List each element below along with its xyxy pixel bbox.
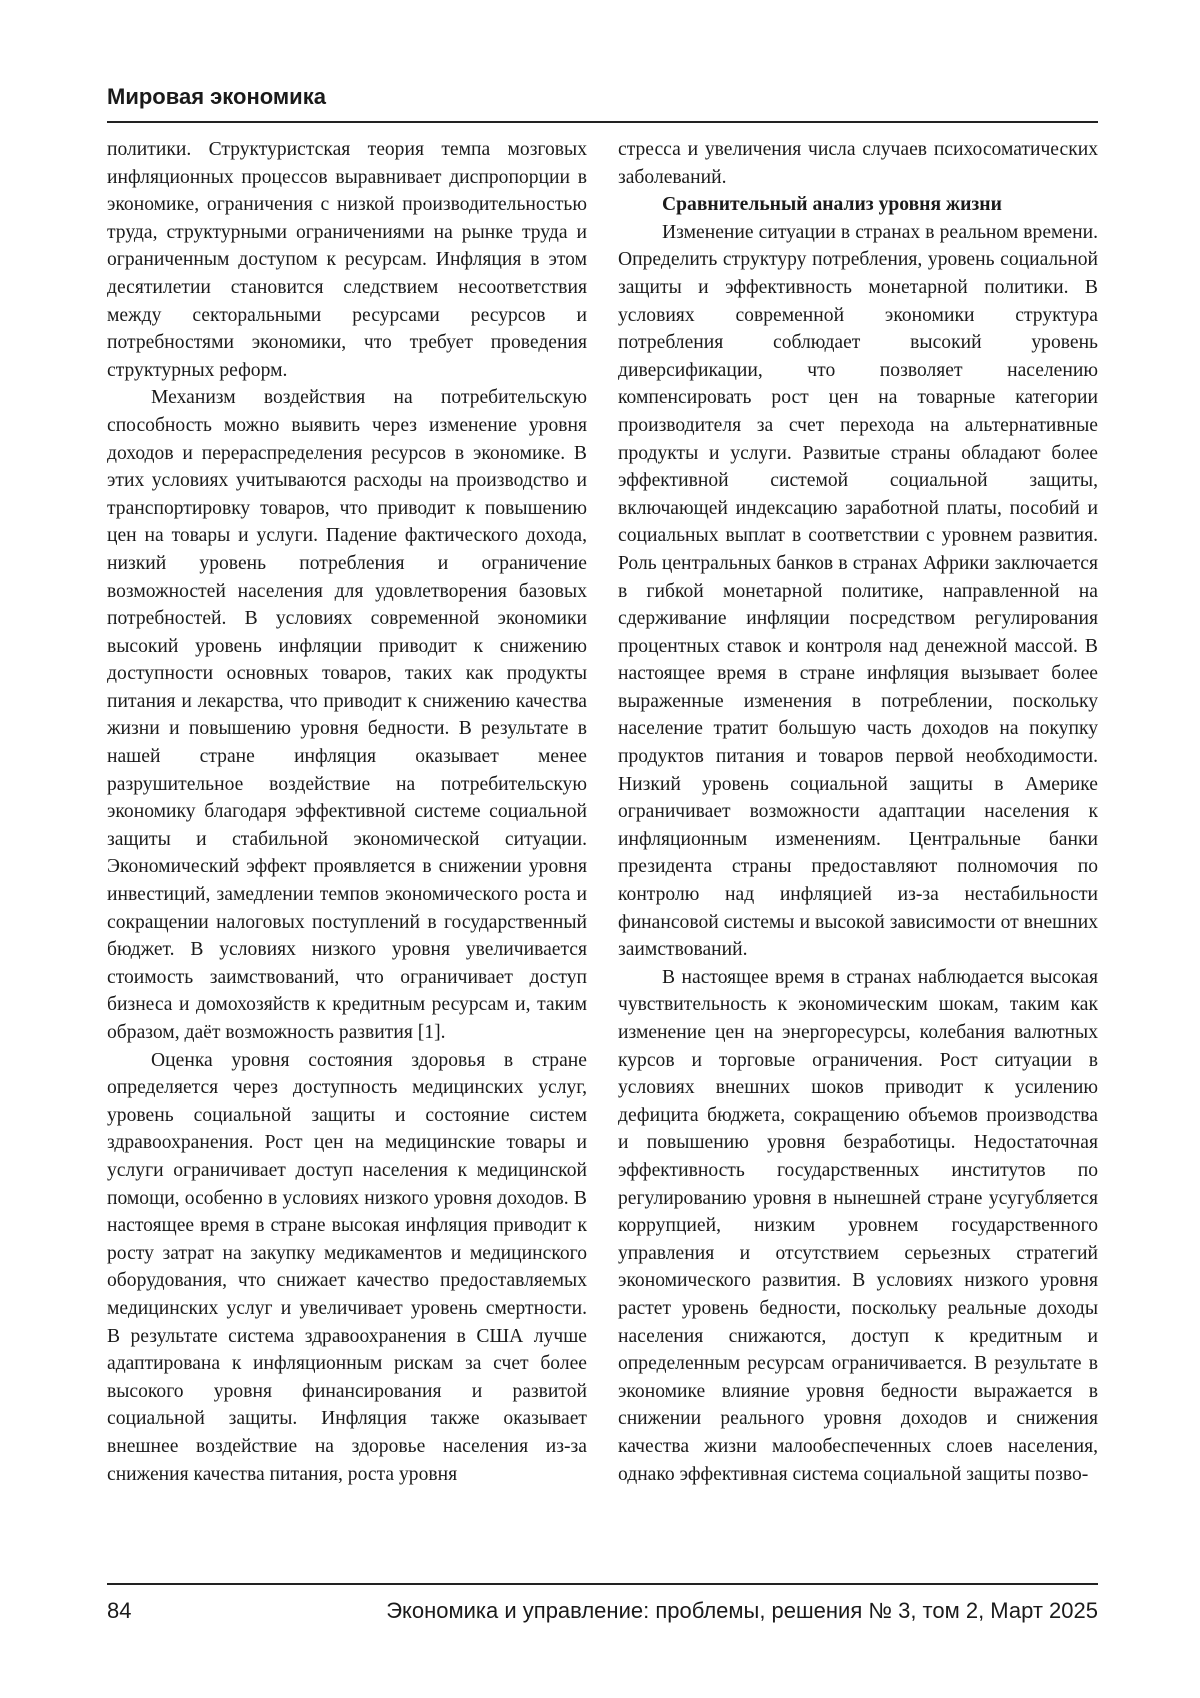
body-paragraph: Изменение ситуации в странах в реальном времени. Определить структуру потребления, уровень социальной защиты и эффективность монетарной политики. В условиях современной экономики структура потребления соблюдает высокий уровень диверсификации, что позволяет населению компенсировать рост цен на товарные категории производителя за счет перехода на альтернативные продукты и услуги. Развитые страны обладают более эффективной системой социальной защиты, включающей индексацию заработной платы, пособий и социальных выплат в соответствии с уровнем развития. Роль центральных банков в странах Африки заключается в гибкой монетарной политике, направленной на сдерживание инфляции посредством регулирования процентных ставок и контроля над денежной массой. В настоящее время в стране инфляция вызывает более выраженные изменения в потреблении, поскольку население тратит большую часть доходов на покупку продуктов питания и товаров первой необходимости. Низкий уровень социальной защиты в Америке ограничивает возможности адаптации населения к инфляционным изменениям. Центральные банки президента страны предоставляют полномочия по контролю над инфляцией из-за нестабильности финансовой системы и высокой зависимости от внешних заимствований.: [618, 219, 1098, 964]
body-paragraph: Механизм воздействия на потребительскую способность можно выявить через изменение уровня доходов и перераспределения ресурсов в экономике. В этих условиях учитываются расходы на производство и транспортировку товаров, что приводит к повышению цен на товары и услуги. Падение фактического дохода, низкий уровень потребления и ограничение возможностей населения для удовлетворения базовых потребностей. В условиях современной экономики высокий уровень инфляции приводит к снижению доступности основных товаров, таких как продукты питания и лекарства, что приводит к снижению качества жизни и повышению уровня бедности. В результате в нашей стране инфляция оказывает менее разрушительное воздействие на потребительскую экономику благодаря эффективной системе социальной защиты и стабильной экономической ситуации. Экономический эффект проявляется в снижении уровня инвестиций, замедлении темпов экономического роста и сокращении налоговых поступлений в государственный бюджет. В условиях низкого уровня увеличивается стоимость заимствований, что ограничивает доступ бизнеса и домохозяйств к кредитным ресурсам и, таким образом, даёт возможность развития [1].: [107, 384, 587, 1046]
body-paragraph: В настоящее время в странах наблюдается высокая чувствительность к экономическим шокам, таким как изменение цен на энергоресурсы, колебания валютных курсов и торговые ограничения. Рост ситуации в условиях внешних шоков приводит к усилению дефицита бюджета, сокращению объемов производства и повышению уровня безработицы. Недостаточная эффективность государственных институтов по регулированию уровня в нынешней стране усугубляется коррупцией, низким уровнем государственного управления и отсутствием серьезных стратегий экономического развития. В условиях низкого уровня растет уровень бедности, поскольку реальные доходы населения снижаются, доступ к кредитным и определенным ресурсам ограничивается. В результате в экономике влияние уровня бедности выражается в снижении реального уровня доходов и снижения качества жизни малообеспеченных слоев населения, однако эффективная система социальной защиты позво-: [618, 964, 1098, 1488]
section-subheading: Сравнительный анализ уровня жизни: [618, 191, 1098, 219]
section-title: Мировая экономика: [107, 84, 326, 110]
header-divider: [107, 121, 1098, 123]
right-column: [618, 136, 1098, 1488]
body-paragraph: политики. Структуристская теория темпа мозговых инфляционных процессов выравнивает диспропорции в экономике, ограничения с низкой производительностью труда, структурными ограничениями на рынке труда и ограниченным доступом к ресурсам. Инфляция в этом десятилетии становится следствием несоответствия между секторальными ресурсами ресурсов и потребностями экономики, что требует проведения структурных реформ.: [107, 136, 587, 384]
body-paragraph: стресса и увеличения числа случаев психосоматических заболеваний.: [618, 136, 1098, 191]
page-number: 84: [107, 1598, 131, 1624]
footer-divider: [107, 1583, 1098, 1585]
left-column: [107, 136, 587, 1488]
journal-citation: Экономика и управление: проблемы, решения № 3, том 2, Март 2025: [386, 1598, 1098, 1624]
body-paragraph: Оценка уровня состояния здоровья в стране определяется через доступность медицинских услуг, уровень социальной защиты и состояние систем здравоохранения. Рост цен на медицинские товары и услуги ограничивает доступ населения к медицинской помощи, особенно в условиях низкого уровня доходов. В настоящее время в стране высокая инфляция приводит к росту затрат на закупку медикаментов и медицинского оборудования, что снижает качество предоставляемых медицинских услуг и увеличивает уровень смертности. В результате система здравоохранения в США лучше адаптирована к инфляционным рискам за счет более высокого уровня финансирования и развитой социальной защиты. Инфляция также оказывает внешнее воздействие на здоровье населения из-за снижения качества питания, роста уровня: [107, 1047, 587, 1489]
